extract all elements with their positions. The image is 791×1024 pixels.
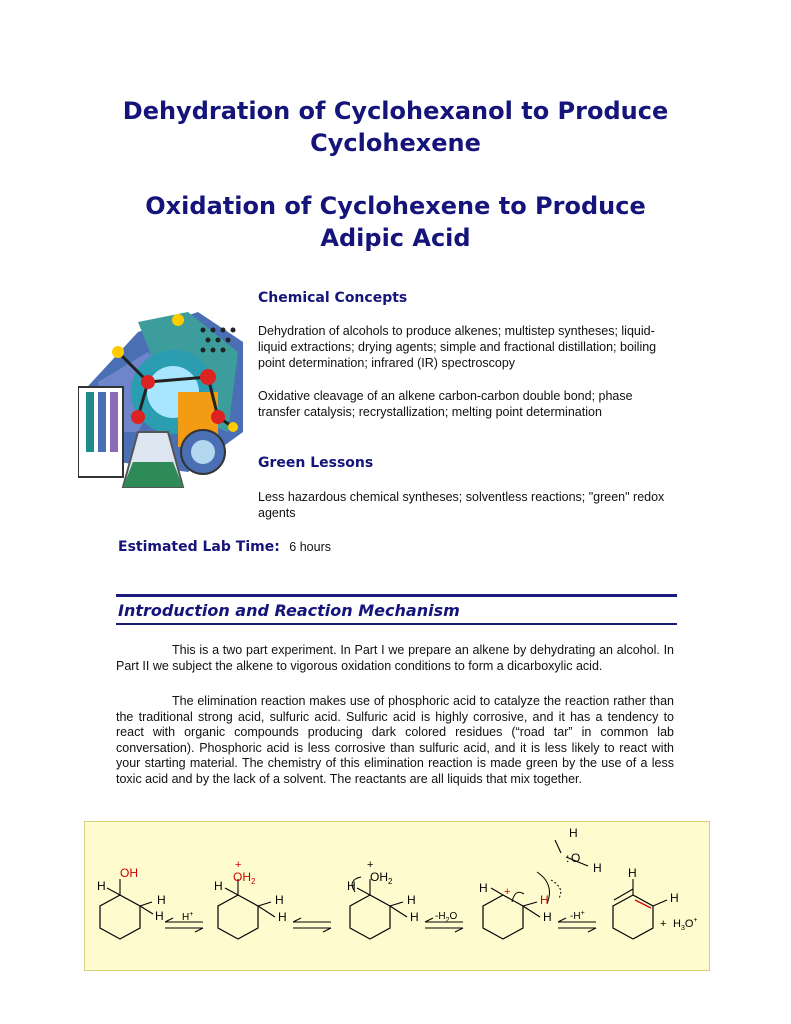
plus-charge-3: + — [367, 859, 374, 871]
h3o-plus-sign: + — [660, 918, 667, 930]
green-lessons-para: Less hazardous chemical syntheses; solventless reactions; "green" redox agents — [258, 490, 665, 520]
h-label-3a: H — [347, 879, 356, 893]
h-label-2a: H — [214, 879, 223, 893]
h-label-2c: H — [278, 910, 287, 924]
section-rule-bottom — [116, 623, 677, 625]
hydronium-label: $H_3O^+$ — [673, 917, 698, 932]
chemical-concepts-para1: Dehydration of alcohols to produce alkenes; multistep syntheses; liquid-liquid extractions; drying agents; simple and fractional distillation; boiling point determination; infrared (IR) spectroscopy — [258, 324, 657, 370]
h-label-3b: H — [407, 893, 416, 907]
h-label-3c: H — [410, 910, 419, 924]
h-label-4c: H — [543, 910, 552, 924]
title2-line1: Oxidation of Cyclohexene to Produce — [145, 192, 646, 220]
cyclohexane-ring-1 — [100, 895, 140, 939]
intro-section-heading: Introduction and Reaction Mechanism — [118, 601, 460, 620]
chemistry-lab-glassware-clipart-icon — [78, 312, 248, 497]
intro-paragraph-2: The elimination reaction makes use of phosphoric acid to catalyze the reaction rather than the traditional strong acid, sulfuric acid. Sulfuric acid is highly corrosive, and it has a tendency to react with organic compounds producing dark colored residues (“road tar” in common lab conversation). Phosphoric acid is less corrosive than sulfuric acid, and it is less likely to react with your starting material. The chemistry of this elimination reaction is made green by the use of a less toxic acid and by the lack of a solvent. The reactants are all liquids that mix together. — [116, 694, 674, 786]
title1-line1: Dehydration of Cyclohexanol to Produce — [122, 97, 669, 125]
lab-time-value: 6 hours — [289, 540, 331, 554]
oh2-label-3: $OH_2$ — [370, 870, 393, 886]
water-h-right: H — [593, 861, 602, 875]
oh-label: OH — [120, 866, 138, 880]
cyclohexane-ring-2 — [218, 895, 258, 939]
h-label-4a: H — [479, 881, 488, 895]
h-label-5a: H — [628, 866, 637, 880]
main-title-oxidation — [0, 190, 791, 254]
plus-charge-2: + — [235, 859, 242, 871]
h-label-2b: H — [275, 893, 284, 907]
plus-charge-4: + — [504, 886, 511, 898]
water-lone-pair: : — [566, 851, 570, 865]
oh2-label-2: $OH_2$ — [233, 870, 256, 886]
intro-paragraph-1: This is a two part experiment. In Part I we prepare an alkene by dehydrating an alcohol. In Part II we subject the alkene to vigorous oxidation conditions to form a dicarboxylic acid. — [116, 643, 674, 673]
green-lessons-heading: Green Lessons — [258, 455, 374, 471]
chemical-concepts-para2: Oxidative cleavage of an alkene carbon-carbon double bond; phase transfer catalysis; recrystallization; melting point determination — [258, 389, 633, 419]
water-o: O — [571, 851, 581, 865]
section-rule-top — [116, 594, 677, 597]
cyclohexane-ring-3 — [350, 895, 390, 939]
h-label-1b: H — [157, 893, 166, 907]
cyclohexene-ring — [613, 895, 653, 939]
chemical-concepts-heading: Chemical Concepts — [258, 290, 408, 306]
h-label-5b: H — [670, 891, 679, 905]
title1-line2: Cyclohexene — [310, 129, 481, 157]
estimated-lab-time — [118, 539, 331, 555]
step3-reagent: $-H_2O$ — [435, 911, 458, 924]
step4-reagent: -H+ — [570, 910, 585, 922]
step1-reagent: H+ — [182, 911, 194, 923]
h-label-4b: H — [540, 893, 549, 907]
main-title-dehydration — [0, 95, 791, 159]
water-h-top: H — [569, 826, 578, 840]
lab-time-label: Estimated Lab Time: — [118, 539, 280, 555]
title2-line2: Adipic Acid — [320, 224, 471, 252]
h-label-1a: H — [97, 879, 106, 893]
reaction-mechanism-scheme — [84, 821, 710, 971]
h-label-1c: H — [155, 909, 164, 923]
cyclohexane-ring-4 — [483, 895, 523, 939]
mechanism-svg — [85, 822, 711, 972]
